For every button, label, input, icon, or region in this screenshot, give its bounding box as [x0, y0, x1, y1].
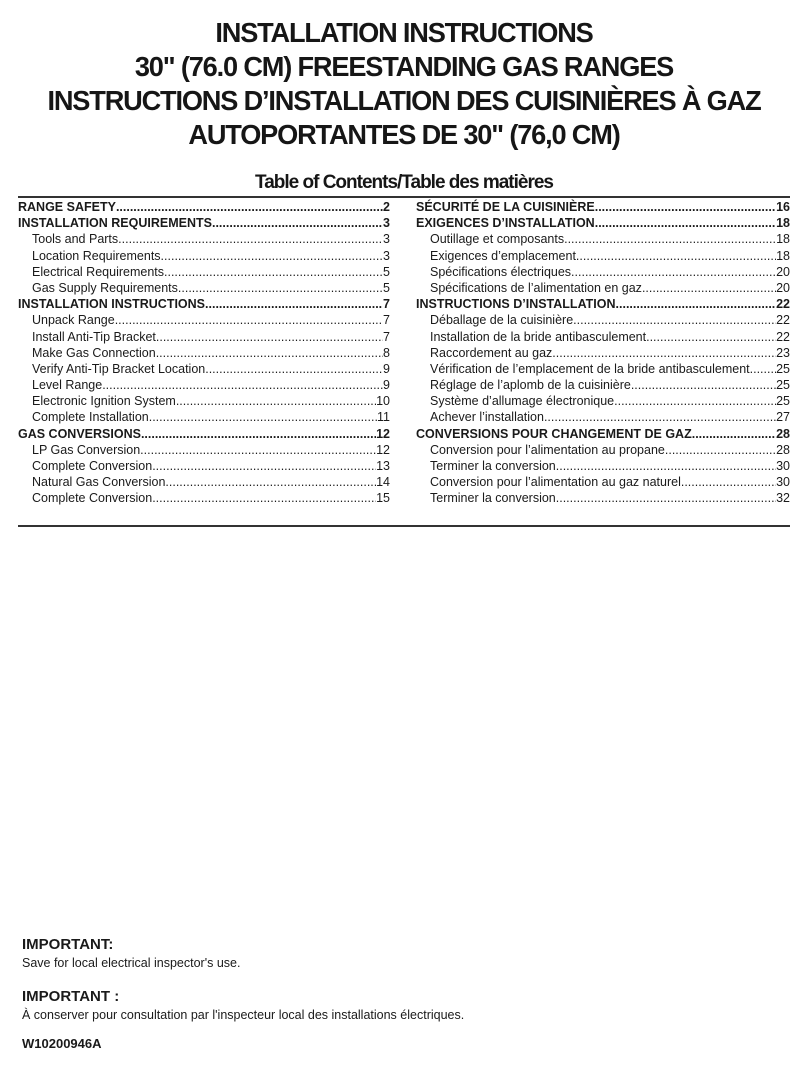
toc-entry-label: Unpack Range: [32, 313, 115, 328]
toc-dot-leader: [149, 409, 377, 425]
toc-entry-label: Complete Conversion: [32, 491, 153, 506]
toc-dot-leader: [642, 280, 776, 296]
toc-entry: [18, 409, 390, 425]
important-text: À conserver pour consultation par l'inspecteur local des installations électriques.: [22, 1008, 465, 1022]
toc-entry: [416, 426, 790, 442]
toc-entry-label: GAS CONVERSIONS: [18, 426, 141, 441]
toc-entry-label: EXIGENCES D’INSTALLATION: [416, 216, 595, 231]
toc-entry: [416, 377, 790, 393]
toc-dot-leader: [141, 426, 376, 442]
toc-entry-page: 3: [383, 216, 390, 231]
toc-entry-label: Terminer la conversion: [430, 491, 556, 506]
toc-entry-label: Raccordement au gaz: [430, 345, 553, 360]
toc-entry-label: Electronic Ignition System: [32, 394, 176, 409]
toc-entry-label: Terminer la conversion: [430, 459, 556, 473]
toc-dot-leader: [616, 296, 777, 312]
toc-dot-leader: [152, 458, 376, 474]
toc-dot-leader: [140, 442, 376, 458]
toc-entry-page: 2: [383, 200, 390, 214]
toc-dot-leader: [161, 248, 384, 264]
toc-heading: Table of Contents/Table des matières: [255, 172, 553, 193]
toc-dot-leader: [571, 264, 776, 280]
toc-entry: [416, 393, 790, 409]
toc-entry-label: Level Range: [32, 378, 103, 393]
toc-top-rule: [18, 196, 790, 198]
toc-entry-page: 30: [776, 475, 790, 490]
toc-dot-leader: [573, 312, 776, 328]
toc-entry-page: 25: [776, 378, 790, 393]
toc-entry: [416, 474, 790, 490]
toc-entry-label: Achever l’installation: [430, 410, 544, 425]
toc-entry-label: Gas Supply Requirements: [32, 280, 178, 295]
toc-entry: [18, 490, 390, 506]
title-line-1: INSTALLATION INSTRUCTIONS: [215, 17, 593, 48]
toc-entry-page: 32: [776, 491, 790, 506]
toc-dot-leader: [205, 361, 383, 377]
toc-dot-leader: [102, 377, 383, 393]
toc-entry: [416, 248, 790, 264]
title-line-2: 30" (76.0 CM) FREESTANDING GAS RANGES: [134, 51, 674, 82]
toc-entry-page: 14: [376, 475, 390, 490]
toc-entry-page: 28: [776, 426, 790, 441]
toc-entry-page: 12: [376, 426, 390, 441]
toc-entry: [18, 345, 390, 361]
toc-dot-leader: [165, 474, 376, 490]
toc-dot-leader: [595, 199, 776, 215]
toc-entry-label: Complete Installation: [32, 410, 149, 425]
toc-entry: [18, 264, 390, 280]
toc-bottom-rule: [18, 525, 790, 527]
toc-entry-page: 20: [776, 264, 790, 279]
toc-entry-label: INSTALLATION REQUIREMENTS: [18, 216, 212, 231]
toc-entry: [416, 458, 790, 474]
toc-dot-leader: [178, 280, 383, 296]
toc-entry: [416, 361, 790, 377]
toc-entry: [416, 442, 790, 458]
toc-entry-label: INSTALLATION INSTRUCTIONS: [18, 297, 206, 312]
title-line-3: INSTRUCTIONS D’INSTALLATION DES CUISINIÈRES À GAZ: [47, 85, 761, 116]
toc-entry-page: 22: [776, 297, 790, 312]
toc-entry-page: 18: [776, 216, 790, 231]
toc-entry-page: 30: [776, 459, 790, 473]
toc-entry-page: 12: [376, 442, 390, 457]
toc-entry-label: Verify Anti-Tip Bracket Location: [32, 361, 206, 376]
toc-dot-leader: [212, 215, 383, 231]
toc-dot-leader: [692, 426, 776, 442]
toc-entry: [416, 345, 790, 361]
toc-dot-leader: [556, 490, 776, 506]
toc-entry-label: Install Anti-Tip Bracket: [32, 329, 156, 344]
toc-dot-leader: [646, 329, 776, 345]
toc-entry-page: 3: [383, 248, 390, 263]
toc-dot-leader: [164, 264, 383, 280]
toc-entry-label: Réglage de l’aplomb de la cuisinière: [430, 378, 631, 393]
toc-entry: [416, 215, 790, 231]
toc-column-french: [416, 199, 790, 507]
toc-entry-label: SÉCURITÉ DE LA CUISINIÈRE: [416, 200, 595, 214]
toc-entry-page: 5: [383, 264, 390, 279]
toc-entry: [18, 458, 390, 474]
toc-entry-page: 7: [383, 297, 390, 312]
toc-entry-page: 9: [383, 378, 390, 393]
toc-entry-page: 15: [376, 491, 390, 506]
toc-entry-page: 13: [376, 459, 390, 473]
toc-entry-label: Spécifications de l’alimentation en gaz: [430, 280, 642, 295]
toc-entry: [416, 490, 790, 506]
document-title-block: [0, 16, 808, 152]
toc-entry: [18, 199, 390, 215]
toc-dot-leader: [614, 393, 776, 409]
toc-entry-page: 7: [383, 313, 390, 328]
toc-entry: [18, 231, 390, 247]
toc-dot-leader: [564, 231, 776, 247]
toc-entry-page: 27: [776, 410, 790, 425]
toc-entry-label: RANGE SAFETY: [18, 200, 116, 214]
toc-entry-label: LP Gas Conversion: [32, 442, 141, 457]
toc-dot-leader: [552, 345, 776, 361]
toc-entry-label: Make Gas Connection: [32, 345, 156, 360]
toc-dot-leader: [116, 199, 383, 215]
toc-entry-label: Système d’allumage électronique: [430, 394, 615, 409]
toc-entry: [416, 312, 790, 328]
toc-entry-label: INSTRUCTIONS D’INSTALLATION: [416, 297, 616, 312]
toc-entry: [416, 296, 790, 312]
toc-entry-page: 25: [776, 361, 790, 376]
important-text: Save for local electrical inspector's use.: [22, 956, 241, 970]
toc-entry: [416, 231, 790, 247]
toc-dot-leader: [156, 329, 383, 345]
toc-entry-page: 18: [776, 232, 790, 247]
toc-entry-page: 22: [776, 313, 790, 328]
toc-entry-label: Spécifications électriques: [430, 264, 572, 279]
title-line-4: AUTOPORTANTES DE 30" (76,0 CM): [188, 119, 620, 150]
toc-entry-page: 25: [776, 394, 790, 409]
toc-entry-label: Outillage et composants: [430, 232, 565, 247]
toc-entry-label: Exigences d’emplacement: [430, 248, 576, 263]
toc-entry-label: Complete Conversion: [32, 459, 153, 473]
toc-dot-leader: [750, 361, 776, 377]
toc-entry-label: Electrical Requirements: [32, 264, 164, 279]
toc-entry: [416, 280, 790, 296]
toc-entry: [18, 361, 390, 377]
toc-dot-leader: [205, 296, 383, 312]
toc-entry-label: Déballage de la cuisinière: [430, 313, 574, 328]
toc-entry-page: 7: [383, 329, 390, 344]
toc-entry-page: 23: [776, 345, 790, 360]
toc-entry-page: 5: [383, 280, 390, 295]
toc-entry: [18, 442, 390, 458]
toc-entry-page: 20: [776, 280, 790, 295]
toc-entry-page: 10: [376, 394, 390, 409]
toc-entry: [416, 329, 790, 345]
document-number: W10200946A: [22, 1036, 102, 1051]
important-heading: IMPORTANT :: [22, 988, 120, 1005]
toc-dot-leader: [115, 312, 383, 328]
toc-dot-leader: [156, 345, 383, 361]
toc-entry: [18, 215, 390, 231]
toc-dot-leader: [595, 215, 776, 231]
toc-dot-leader: [681, 474, 776, 490]
toc-dot-leader: [544, 409, 776, 425]
toc-entry: [18, 377, 390, 393]
toc-dot-leader: [176, 393, 376, 409]
toc-entry-label: Location Requirements: [32, 248, 161, 263]
toc-entry-label: CONVERSIONS POUR CHANGEMENT DE GAZ: [416, 426, 692, 441]
toc-entry-page: 18: [776, 248, 790, 263]
toc-entry: [18, 296, 390, 312]
important-heading: IMPORTANT:: [22, 936, 114, 953]
toc-entry-label: Vérification de l’emplacement de la bride antibasculement: [430, 361, 750, 376]
toc-entry: [18, 393, 390, 409]
toc-entry: [18, 474, 390, 490]
toc-entry-label: Tools and Parts: [32, 232, 119, 247]
toc-dot-leader: [576, 248, 776, 264]
toc-entry: [18, 329, 390, 345]
toc-dot-leader: [631, 377, 776, 393]
toc-entry: [18, 312, 390, 328]
toc-entry-label: Natural Gas Conversion: [32, 475, 166, 490]
toc-entry-page: 9: [383, 361, 390, 376]
toc-entry: [416, 409, 790, 425]
toc-entry: [18, 280, 390, 296]
toc-entry-page: 22: [776, 329, 790, 344]
toc-entry: [416, 199, 790, 215]
important-notice-english: [22, 936, 240, 971]
important-notice-french: [22, 988, 464, 1023]
toc-dot-leader: [118, 231, 383, 247]
toc-column-english: [18, 199, 390, 507]
toc-entry-page: 28: [776, 442, 790, 457]
toc-dot-leader: [152, 490, 376, 506]
toc-entry: [18, 426, 390, 442]
toc-entry: [416, 264, 790, 280]
toc-entry-page: 16: [776, 200, 790, 214]
toc-dot-leader: [665, 442, 776, 458]
toc-entry-page: 8: [383, 345, 390, 360]
toc-dot-leader: [556, 458, 776, 474]
toc-entry-label: Installation de la bride antibasculement: [430, 329, 647, 344]
toc-entry-label: Conversion pour l’alimentation au gaz naturel: [430, 475, 681, 490]
toc-entry-page: 11: [377, 410, 390, 425]
toc-entry: [18, 248, 390, 264]
toc-entry-page: 3: [383, 232, 390, 247]
toc-entry-label: Conversion pour l’alimentation au propane: [430, 442, 665, 457]
